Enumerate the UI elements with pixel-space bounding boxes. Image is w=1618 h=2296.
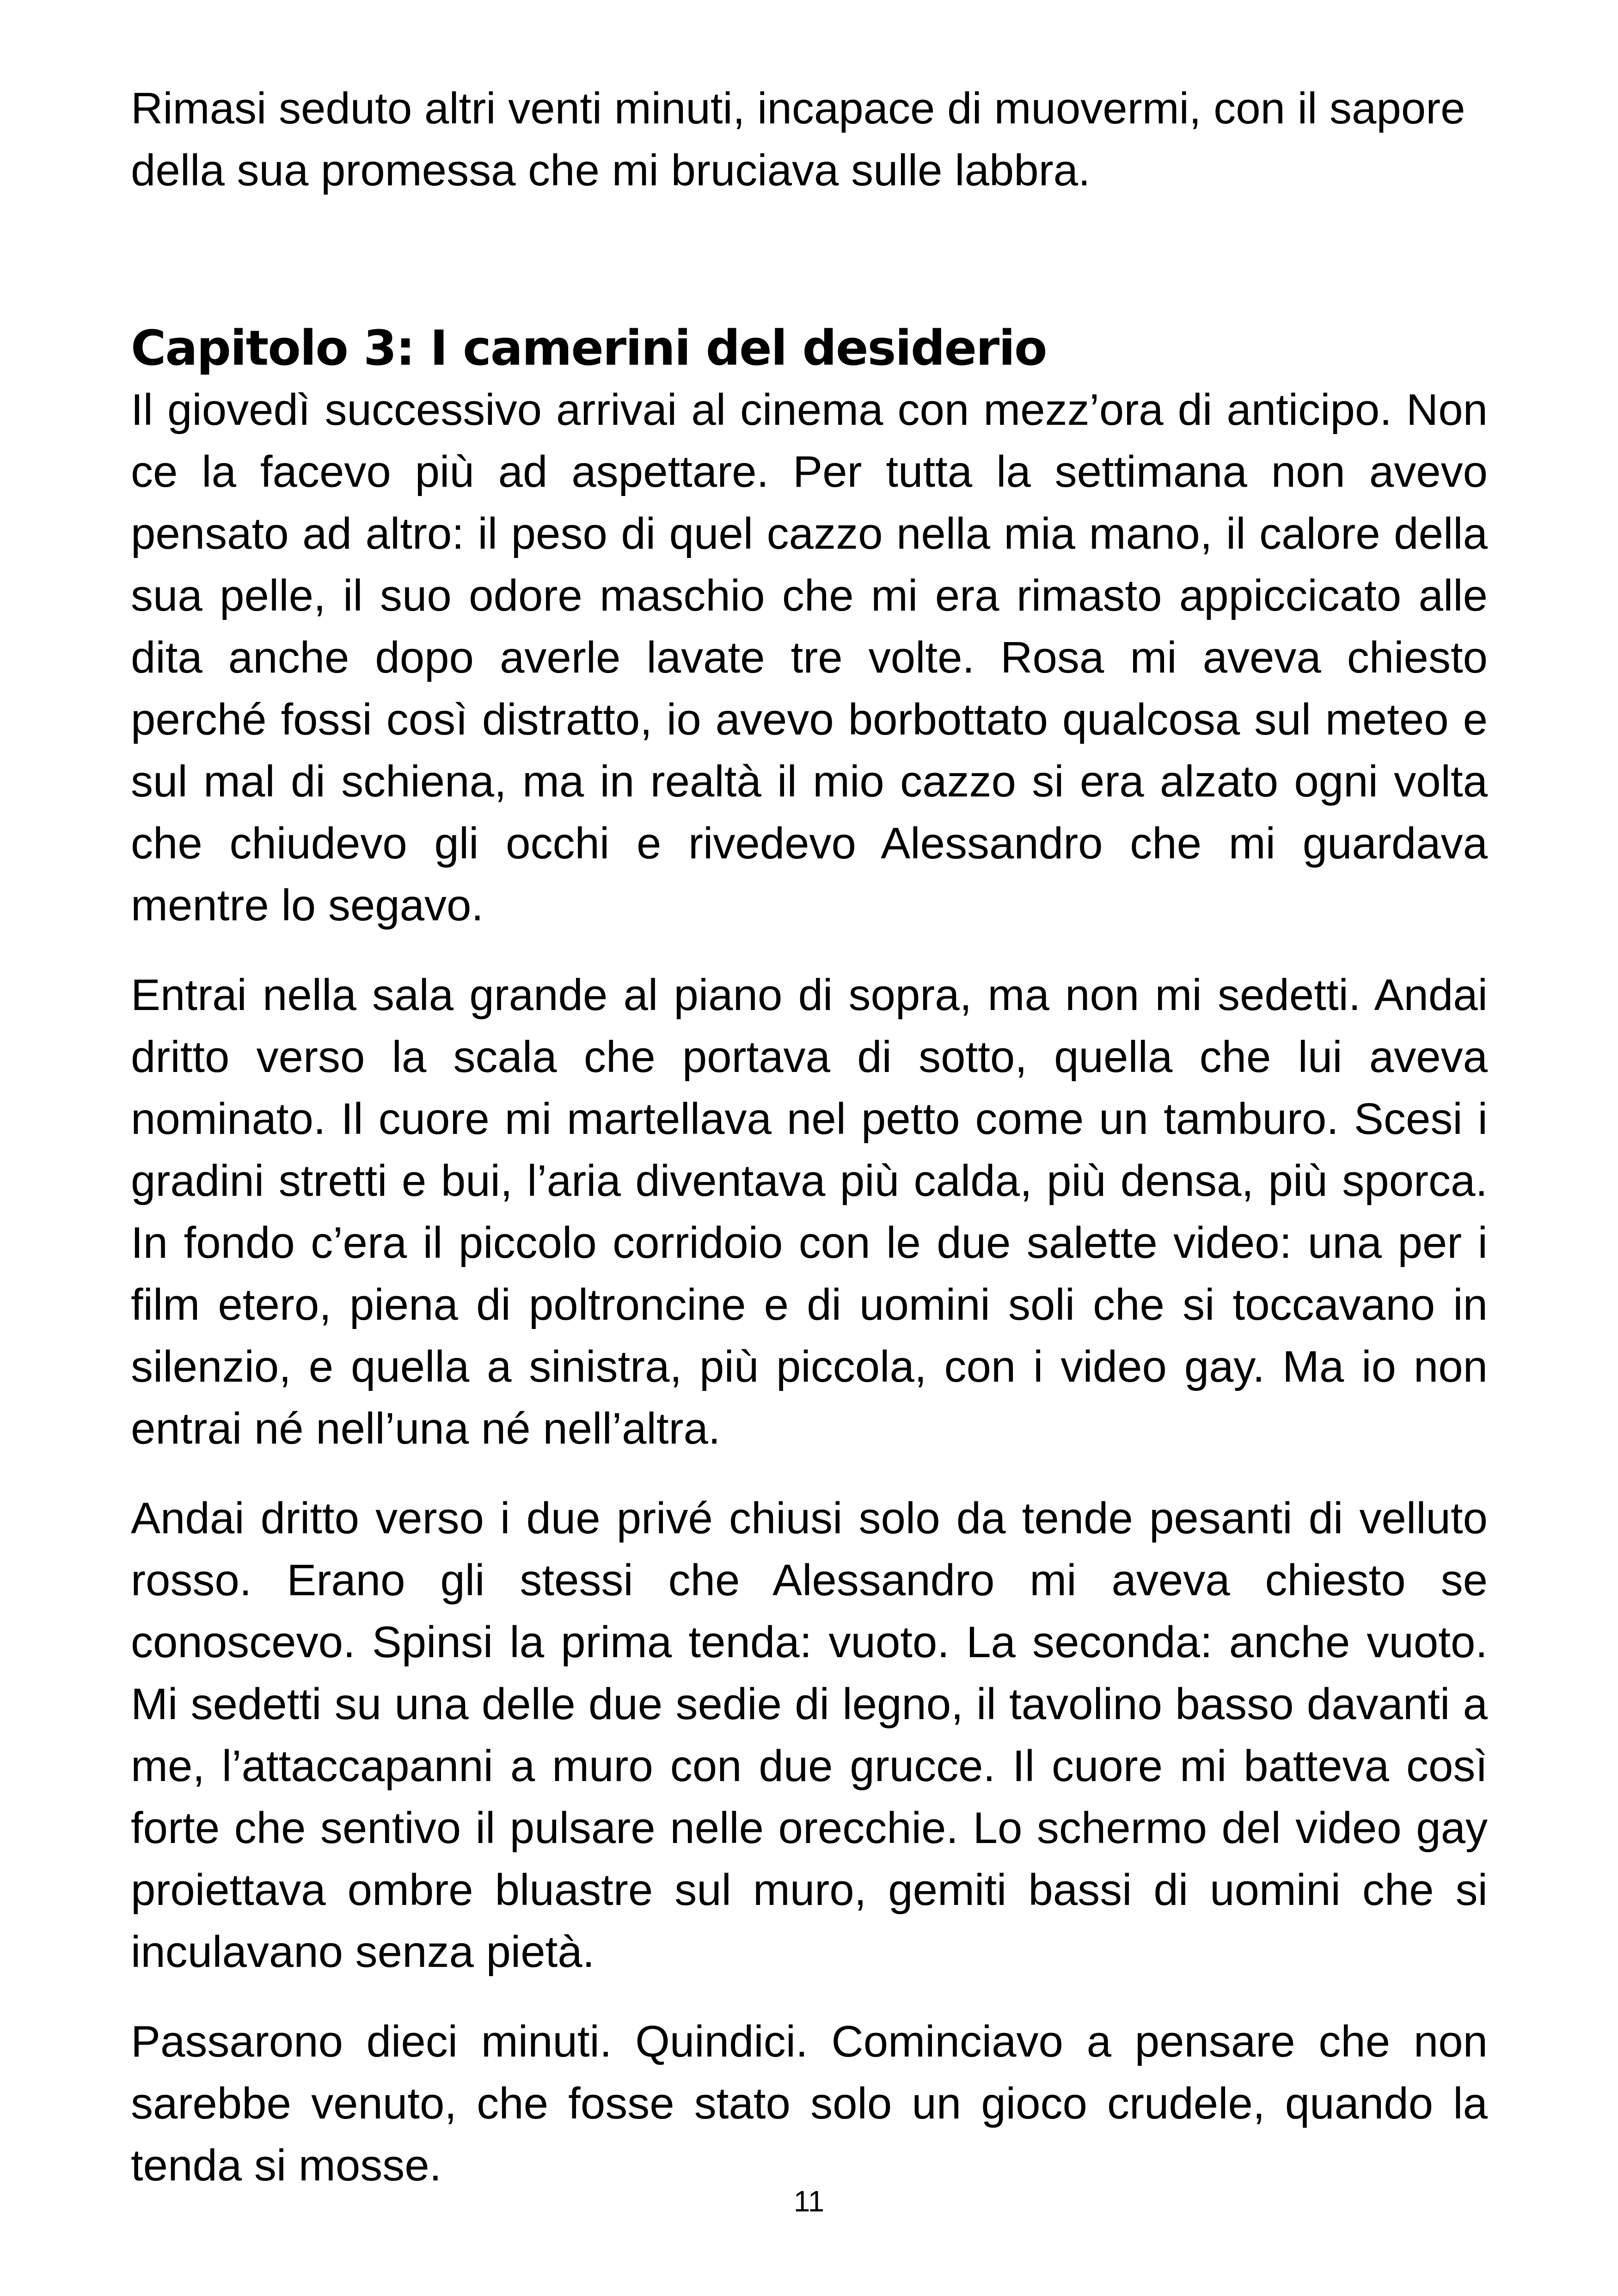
intro-paragraph: Rimasi seduto altri venti minuti, incapace di muovermi, con il sapore della sua promessa che mi bruciava sulle labbra.	[131, 84, 1465, 195]
body-paragraph-3: Andai dritto verso i due privé chiusi solo da tende pesanti di velluto rosso. Erano gli stessi che Alessandro mi aveva chiesto se conoscevo. Spinsi la prima tenda: vuoto. La seconda: anche vuoto. Mi sedetti su una delle due sedie di legno, il tavolino basso davanti a me, l’attaccapanni a muro con due grucce. Il cuore mi batteva così forte che sentivo il pulsare nelle orecchie. Lo schermo del video gay proiettava ombre bluastre sul muro, gemiti bassi di uomini che si inculavano senza pietà.	[131, 1494, 1488, 1977]
body-paragraph-4: Passarono dieci minuti. Quindici. Cominciavo a pensare che non sarebbe venuto, che fosse stato solo un gioco crudele, quando la tenda si mosse.	[131, 2017, 1488, 2190]
page-number: 11	[793, 2185, 825, 2218]
body-paragraph-2: Entrai nella sala grande al piano di sopra, ma non mi sedetti. Andai dritto verso la scala che portava di sotto, quella che lui aveva nominato. Il cuore mi martellava nel petto come un tamburo. Scesi i gradini stretti e bui, l’aria diventava più calda, più densa, più sporca. In fondo c’era il piccolo corridoio con le due salette video: una per i film etero, piena di poltroncine e di uomini soli che si toccavano in silenzio, e quella a sinistra, più piccola, con i video gay. Ma io non entrai né nell’una né nell’altra.	[131, 970, 1488, 1453]
chapter-heading: Capitolo 3: I camerini del desiderio	[131, 320, 1047, 376]
body-paragraph-1: Il giovedì successivo arrivai al cinema con mezz’ora di anticipo. Non ce la facevo più ad aspettare. Per tutta la settimana non avevo pensato ad altro: il peso di quel cazzo nella mia mano, il calore della sua pelle, il suo odore maschio che mi era rimasto appiccicato alle dita anche dopo averle lavate tre volte. Rosa mi aveva chiesto perché fossi così distratto, io avevo borbottato qualcosa sul meteo e sul mal di schiena, ma in realtà il mio cazzo si era alzato ogni volta che chiudevo gli occhi e rivedevo Alessandro che mi guardava mentre lo segavo.	[131, 385, 1488, 930]
page-content	[131, 78, 1488, 2197]
